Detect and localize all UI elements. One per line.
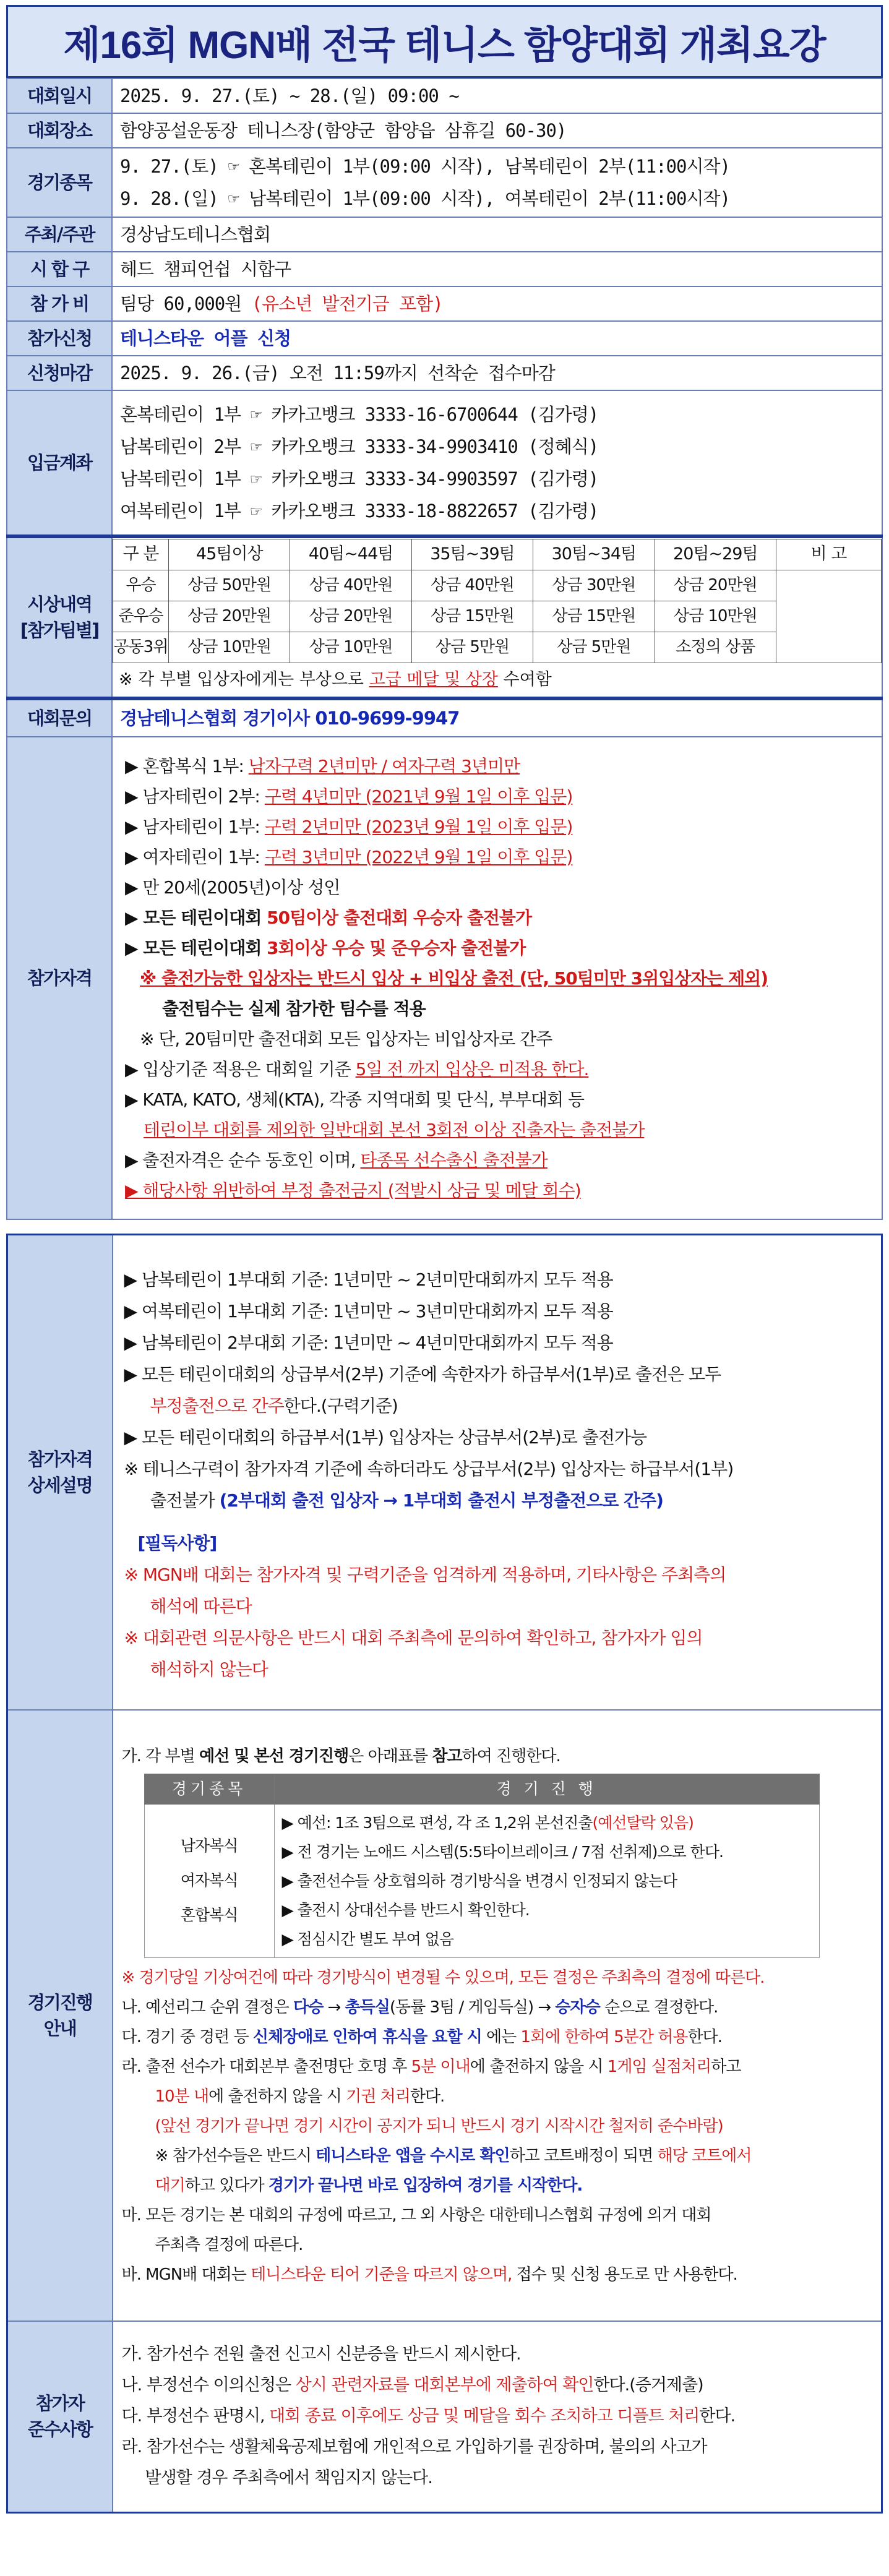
- qual-highlight: 3회이상 우승 및 준우승자 출전불가: [267, 937, 526, 958]
- title-banner: [6, 5, 883, 78]
- value-fee: [112, 286, 882, 321]
- value-inquiry: 경남테니스협회 경기이사 010-9699-9947: [112, 698, 882, 737]
- progress-line: (앞선 경기가 끝나면 경기 시간이 공지가 되니 반드시 경기 시작시간 철저히 준수바람): [155, 2116, 723, 2136]
- prize-header: 35팀~39팀: [411, 539, 533, 570]
- game-rule: ▶ 출전선수들 상호협의하 경기방식을 변경시 인정되지 않는다: [281, 1871, 677, 1890]
- prize-label-sub: [참가팀별]: [20, 620, 99, 641]
- detail-text: 한다.(구력기준): [283, 1396, 398, 1417]
- detail-line: ▶ 여복테린이 1부대회 기준: 1년미만 ~ 3년미만대회까지 모두 적용: [124, 1301, 613, 1322]
- qual-line: [113, 1145, 882, 1175]
- progress-text: 나. 예선리그 순위 결정은: [121, 1998, 293, 2017]
- value-notice: [113, 2321, 882, 2513]
- detail-line: [113, 1485, 882, 1516]
- fee-note: (유소년 발전기금 포함): [251, 293, 443, 314]
- progress-text: 에 출전하지 않을 시: [208, 2087, 346, 2106]
- progress-line: [122, 2022, 873, 2052]
- qual-highlight: 남자구력 2년미만 / 여자구력 3년미만: [248, 755, 520, 776]
- label-notice: [7, 2321, 113, 2513]
- qual-highlight: 구력 3년미만 (2022년 9월 1일 이후 입문): [264, 846, 573, 867]
- prize-header: 20팀~29팀: [655, 539, 776, 570]
- detail-line: ※ 대회관련 의문사항은 반드시 대회 주최측에 문의하여 확인하고, 참가자가 임의: [124, 1628, 703, 1649]
- notice-text: 한다.: [699, 2406, 736, 2426]
- account-line: 남복테린이 1부 ☞ 카카오뱅크 3333-34-9903597 (김가령): [120, 468, 599, 489]
- progress-text: 하고 코트배정이 되면: [509, 2146, 658, 2165]
- qual-text: ▶ 혼합복식 1부:: [125, 755, 249, 776]
- prize-cell-value: 상금 50만원: [169, 570, 290, 601]
- progress-text: ※ 참가선수들은 반드시: [155, 2146, 316, 2165]
- progress-text: 은 아래표를: [348, 1746, 432, 1766]
- qual-line: ※ 출전가능한 입상자는 반드시 입상 + 비입상 출전 (단, 50팀미만 3위입상자는 제외): [140, 968, 768, 989]
- prize-cell-value: 상금 20만원: [169, 601, 290, 632]
- value-qualification: [112, 737, 882, 1219]
- value-detail: [113, 1235, 882, 1710]
- game-event: 남자복식: [180, 1837, 238, 1855]
- progress-highlight: 경기가 끝나면 바로 입장하여 경기를 시작한다.: [268, 2176, 583, 2195]
- prize-header: 30팀~34팀: [533, 539, 655, 570]
- qual-line: 테린이부 대회를 제외한 일반대회 본선 3회전 이상 진출자는 출전불가: [144, 1119, 645, 1140]
- progress-text: →: [323, 1998, 345, 2017]
- fee-amount: 팀당 60,000원: [120, 293, 252, 314]
- qual-line: [113, 812, 882, 842]
- qual-text: ▶ 모든 테린이대회: [125, 937, 267, 958]
- account-line: 혼복테린이 1부 ☞ 카카고뱅크 3333-16-6700644 (김가령): [120, 404, 599, 425]
- value-progress: [113, 1710, 882, 2321]
- prize-table: [113, 539, 882, 663]
- label-inquiry: 대회문의: [7, 698, 112, 737]
- notice-line: 가. 참가선수 전원 출전 신고시 신분증을 반드시 제시한다.: [121, 2345, 521, 2364]
- progress-text: 하고 있다가: [184, 2176, 268, 2195]
- progress-text: 한다.: [410, 2087, 445, 2106]
- qual-line: [113, 933, 882, 963]
- progress-line: [122, 2082, 873, 2111]
- value-date: 2025. 9. 27.(토) ~ 28.(일) 09:00 ~: [112, 79, 882, 113]
- progress-highlight: 기권 처리: [346, 2087, 410, 2106]
- qual-highlight: 구력 4년미만 (2021년 9월 1일 이후 입문): [264, 786, 573, 807]
- qual-line: [113, 903, 882, 933]
- label-apply: 참가신청: [7, 321, 112, 356]
- detail-line: ▶ 모든 테린이대회의 하급부서(1부) 입상자는 상급부서(2부)로 출전가능: [124, 1427, 647, 1448]
- progress-text: 접수 및 신청 용도로 만 사용한다.: [512, 2265, 737, 2284]
- game-table-header: 경 기 진 행: [274, 1774, 819, 1804]
- qual-text: ▶ 여자테린이 1부:: [125, 846, 265, 867]
- value-ball: 헤드 챔피언쉽 시합구: [112, 252, 882, 286]
- notice-highlight: 대회 종료 이후에도 상금 및 메달을 회수 조치하고 디플트 처리: [269, 2406, 700, 2426]
- value-apply: 테니스타운 어플 신청: [112, 321, 882, 356]
- prize-cell-value: 소정의 상품: [655, 632, 776, 663]
- game-rule: ▶ 점심시간 별도 부여 없음: [281, 1930, 454, 1948]
- info-table: [6, 78, 883, 1220]
- game-event: 여자복식: [180, 1871, 238, 1889]
- prize-cell-value: 상금 10만원: [655, 601, 776, 632]
- prize-remark: [776, 570, 882, 663]
- prize-header: 비 고: [776, 539, 882, 570]
- notice-text: 다. 부정선수 판명시,: [121, 2406, 270, 2426]
- notice-label: 참가자: [35, 2393, 84, 2415]
- progress-line: [122, 2141, 873, 2171]
- value-account: [112, 390, 882, 536]
- detail-line: 해석하지 않는다: [150, 1659, 268, 1680]
- progress-text: 다. 경기 중 경련 등: [121, 2027, 253, 2046]
- prize-label: 시상내역: [27, 594, 92, 615]
- progress-text: 바. MGN배 대회는: [121, 2265, 251, 2284]
- prize-header: 구 분: [113, 539, 169, 570]
- qual-line: ※ 단, 20팀미만 출전대회 모든 입상자는 비입상자로 간주: [140, 1028, 552, 1049]
- events-line: 9. 28.(일) ☞ 남복테린이 1부(09:00 시작), 여복테린이 2부(11:00시작): [120, 188, 730, 209]
- progress-highlight: 다승: [293, 1998, 324, 2017]
- qual-line: [113, 842, 882, 872]
- prize-cell-value: 상금 15만원: [411, 601, 533, 632]
- detail-line: 해석에 따른다: [150, 1596, 252, 1617]
- progress-text: 하여 진행한다.: [462, 1746, 560, 1766]
- prize-header: 45팀이상: [169, 539, 290, 570]
- progress-text: (동률 3팀 / 게임득실) →: [389, 1998, 556, 2017]
- account-line: 남복테린이 2부 ☞ 카카오뱅크 3333-34-9903410 (정혜식): [120, 436, 599, 457]
- prize-cell-label: 공동3위: [113, 632, 169, 663]
- qual-text: ▶ 모든 테린이대회: [125, 907, 267, 928]
- qual-line: [113, 1054, 882, 1084]
- progress-highlight: 1회에 한하여 5분간 허용: [520, 2027, 688, 2046]
- game-rule-text: ▶ 예선: 1조 3팀으로 편성, 각 조 1,2위 본선진출: [281, 1813, 593, 1832]
- qual-highlight: 5일 전 까지 입상은 미적용 한다.: [355, 1058, 589, 1080]
- progress-line: 주최측 결정에 따른다.: [155, 2235, 303, 2254]
- game-rule: [282, 1808, 812, 1837]
- progress-highlight: 10분 내: [155, 2087, 209, 2106]
- qual-highlight: 구력 2년미만 (2023년 9월 1일 이후 입문): [264, 816, 573, 837]
- value-host: 경상남도테니스협회: [112, 217, 882, 252]
- detail-highlight: (2부대회 출전 입상자 → 1부대회 출전시 부정출전으로 간주): [219, 1490, 663, 1511]
- value-venue: 함양공설운동장 테니스장(함양군 함양읍 삼휴길 60-30): [112, 113, 882, 148]
- label-detail: [7, 1235, 113, 1710]
- prize-cell-label: 우승: [113, 570, 169, 601]
- progress-text: 라. 출전 선수가 대회본부 출전명단 호명 후: [121, 2057, 411, 2076]
- notice-line: 라. 참가선수는 생활체육공제보험에 개인적으로 가입하기를 권장하며, 불의의 사고가: [121, 2437, 707, 2457]
- label-ball: 시 합 구: [7, 252, 112, 286]
- label-prize: [7, 536, 112, 698]
- prize-cell-value: 상금 40만원: [411, 570, 533, 601]
- game-rule: ▶ 전 경기는 노애드 시스템(5:5타이브레이크 / 7점 선취제)으로 한다.: [281, 1842, 723, 1861]
- progress-text: 에는: [481, 2027, 521, 2046]
- label-date: 대회일시: [7, 79, 112, 113]
- progress-warning: ※ 경기당일 기상여건에 따라 경기방식이 변경될 수 있으며, 모든 결정은 주최측의 결정에 따른다.: [121, 1968, 765, 1987]
- value-deadline: 2025. 9. 26.(금) 오전 11:59까지 선착순 접수마감: [112, 356, 882, 390]
- notice-text: 나. 부정선수 이의신청은: [121, 2376, 296, 2395]
- qual-text: ▶ 남자테린이 1부:: [125, 816, 265, 837]
- progress-line: [122, 1993, 873, 2022]
- detail-label-sub: 상세설명: [27, 1474, 92, 1496]
- qual-line: ▶ 해당사항 위반하여 부정 출전금지 (적발시 상금 및 메달 회수): [125, 1180, 581, 1201]
- label-account: 입금계좌: [7, 390, 112, 536]
- progress-highlight: 승자승: [555, 1998, 600, 2017]
- label-deadline: 신청마감: [7, 356, 112, 390]
- progress-highlight: 신체장애로 인하여 휴식을 요할 시: [252, 2027, 482, 2046]
- prize-cell-value: 상금 10만원: [290, 632, 411, 663]
- progress-line: [122, 2171, 873, 2200]
- prize-note-text: ※ 각 부별 입상자에게는 부상으로: [119, 669, 369, 689]
- progress-bold: 예선 및 본선 경기진행: [199, 1746, 349, 1766]
- prize-header: 40팀~44팀: [290, 539, 411, 570]
- prize-cell-value: 상금 20만원: [655, 570, 776, 601]
- progress-highlight: 대기: [155, 2176, 185, 2195]
- label-host: 주최/주관: [7, 217, 112, 252]
- progress-highlight: 해당 코트에서: [657, 2146, 752, 2165]
- qual-highlight: 타종목 선수출신 출전불가: [360, 1149, 548, 1170]
- progress-highlight: 1게임 실점처리: [607, 2057, 711, 2076]
- game-events: [144, 1804, 274, 1957]
- progress-highlight: 총득실: [345, 1998, 390, 2017]
- prize-cell-value: 상금 40만원: [290, 570, 411, 601]
- qual-text: ▶ 입상기준 적용은 대회일 기준: [125, 1058, 356, 1080]
- prize-note-highlight: 고급 메달 및 상장: [369, 669, 498, 689]
- notice-highlight: 상시 관련자료를 대회본부에 제출하여 확인: [295, 2376, 594, 2395]
- details-table: [6, 1234, 883, 2514]
- qual-line: 출전팀수는 실제 참가한 팀수를 적용: [162, 998, 426, 1019]
- detail-line: ※ 테니스구력이 참가자격 기준에 속하더라도 상급부서(2부) 입상자는 하급부서(1부): [124, 1459, 734, 1480]
- label-venue: 대회장소: [7, 113, 112, 148]
- prize-cell-value: 상금 15만원: [533, 601, 655, 632]
- detail-line: [113, 1390, 882, 1422]
- account-line: 여복테린이 1부 ☞ 카카오뱅크 3333-18-8822657 (김가령): [120, 500, 599, 522]
- progress-label-sub: 안내: [43, 2017, 76, 2039]
- label-progress: [7, 1710, 113, 2321]
- prize-cell-value: 상금 5만원: [533, 632, 655, 663]
- game-table: [144, 1774, 820, 1958]
- detail-line: ▶ 남복테린이 1부대회 기준: 1년미만 ~ 2년미만대회까지 모두 적용: [124, 1269, 613, 1290]
- label-qualification: 참가자격: [7, 737, 112, 1219]
- detail-line: ▶ 남복테린이 2부대회 기준: 1년미만 ~ 4년미만대회까지 모두 적용: [124, 1333, 613, 1354]
- prize-cell-label: 준우승: [113, 601, 169, 632]
- game-rules: [274, 1804, 819, 1957]
- notice-line: [113, 2370, 882, 2401]
- notice-line: [113, 2401, 882, 2432]
- progress-line: 마. 모든 경기는 본 대회의 규정에 따르고, 그 외 사항은 대한테니스협회 규정에 의거 대회: [121, 2205, 711, 2225]
- qual-highlight: 50팀이상 출전대회 우승자 출전불가: [267, 907, 532, 928]
- progress-text: 에 출전하지 않을 시: [470, 2057, 608, 2076]
- detail-line: ▶ 모든 테린이대회의 상급부서(2부) 기준에 속한자가 하급부서(1부)로 출전은 모두: [124, 1364, 721, 1385]
- detail-highlight: 부정출전으로 간주: [150, 1396, 284, 1417]
- prize-cell-value: 상금 30만원: [533, 570, 655, 601]
- progress-bold: 참고: [432, 1746, 462, 1766]
- prize-note: [113, 663, 882, 697]
- detail-text: 출전불가: [150, 1490, 220, 1511]
- page-title: 제16회 MGN배 전국 테니스 함양대회 개최요강: [63, 24, 826, 67]
- prize-cell-value: 상금 20만원: [290, 601, 411, 632]
- progress-line: [122, 2052, 873, 2082]
- progress-text: 한다.: [687, 2027, 722, 2046]
- prize-note-text: 수여함: [497, 669, 552, 689]
- game-rule: ▶ 출전시 상대선수를 반드시 확인한다.: [281, 1900, 530, 1919]
- progress-highlight: 5분 이내: [411, 2057, 470, 2076]
- progress-text: 하고: [711, 2057, 741, 2076]
- qual-line: ▶ 만 20세(2005년)이상 성인: [125, 877, 340, 898]
- progress-label: 경기진행: [27, 1991, 92, 2013]
- game-rule-highlight: (예선탈락 있음): [592, 1813, 694, 1832]
- prize-cell-value: 상금 5만원: [411, 632, 533, 663]
- qual-text: ▶ 출전자격은 순수 동호인 이며,: [125, 1149, 361, 1170]
- notice-label-sub: 준수사항: [27, 2419, 92, 2441]
- qual-line: [113, 751, 882, 781]
- game-table-header: 경기종목: [144, 1774, 274, 1804]
- detail-label: 참가자격: [27, 1448, 92, 1470]
- events-line: 9. 27.(토) ☞ 혼복테린이 1부(09:00 시작), 남복테린이 2부(11:00시작): [120, 156, 730, 177]
- progress-line: [122, 2260, 873, 2290]
- detail-line: [필독사항]: [137, 1533, 217, 1554]
- label-fee: 참 가 비: [7, 286, 112, 321]
- notice-line: 발생할 경우 주최측에서 책임지지 않는다.: [145, 2468, 432, 2488]
- progress-line: [122, 1741, 873, 1771]
- prize-cell-value: 상금 10만원: [169, 632, 290, 663]
- detail-line: ※ MGN배 대회는 참가자격 및 구력기준을 엄격하게 적용하며, 기타사항은 주최측의: [124, 1565, 726, 1586]
- qual-line: ▶ KATA, KATO, 생체(KTA), 각종 지역대회 및 단식, 부부대회 등: [125, 1089, 585, 1110]
- qual-text: ▶ 남자테린이 2부:: [125, 786, 265, 807]
- value-events: [112, 148, 882, 217]
- label-events: 경기종목: [7, 148, 112, 217]
- progress-highlight: 테니스타운 티어 기준을 따르지 않으며,: [251, 2265, 512, 2284]
- tournament-notice: [0, 5, 889, 2576]
- game-event: 혼합복식: [180, 1906, 238, 1924]
- progress-highlight: 테니스타운 앱을 수시로 확인: [316, 2146, 510, 2165]
- progress-text: 순으로 결정한다.: [599, 1998, 718, 2017]
- qual-line: [113, 781, 882, 812]
- progress-text: 가. 각 부별: [121, 1746, 200, 1766]
- prize-cell: [112, 536, 882, 698]
- notice-text: 한다.(증거제출): [593, 2376, 703, 2395]
